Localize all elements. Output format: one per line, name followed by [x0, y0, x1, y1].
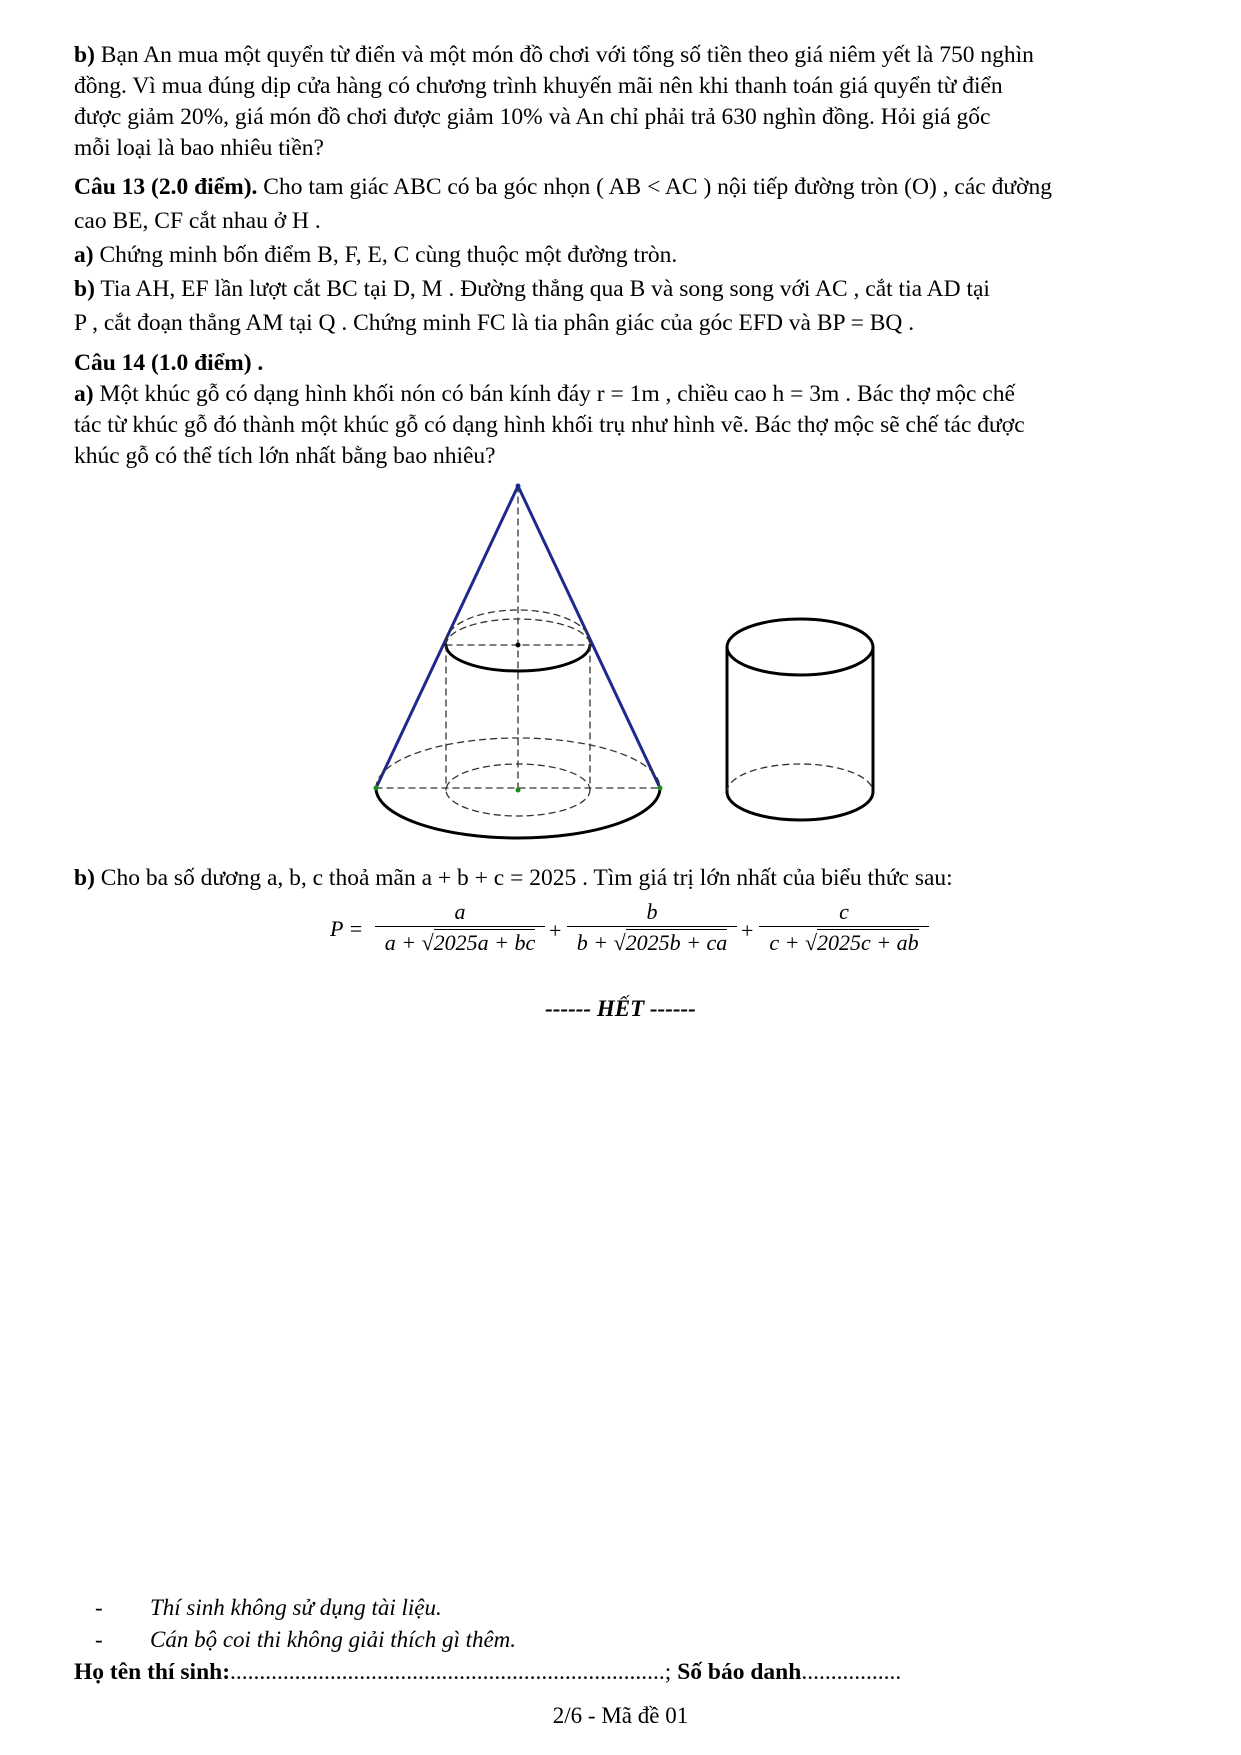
q13a-text: Chứng minh bốn điểm B, F, E, C cùng thuộc một đường tròn.	[99, 242, 678, 268]
candidate-sep: ;	[664, 1659, 672, 1685]
note-1	[95, 1592, 516, 1624]
fraction-1	[375, 898, 545, 957]
plus-2: +	[741, 918, 754, 943]
fraction-3-numerator: c	[839, 899, 849, 924]
q13b-line-1: Tia AH, EF lần lượt cắt BC tại D, M . Đường thẳng qua B và song song với AC , cắt tia AD tại	[100, 276, 990, 302]
cylinder-bottom-back	[727, 764, 873, 792]
fraction-3-den-sqrt: 2025c + ab	[817, 930, 919, 955]
q13-line-2: cao BE, CF cắt nhau ở H .	[74, 208, 321, 234]
q12b-line-1: Bạn An mua một quyển từ điển và một món đồ chơi với tổng số tiền theo giá niêm yết là 750 nghìn	[100, 42, 1034, 68]
end-marker: ------ HẾT ------	[545, 996, 696, 1021]
candidate-name-dots: ..........................................................................	[230, 1659, 665, 1685]
candidate-number-label: Số báo danh	[677, 1659, 802, 1685]
q12b-line-2: đồng. Vì mua đúng dịp cửa hàng có chương trình khuyến mãi nên khi thanh toán giá quyển từ điển	[74, 73, 1003, 99]
q13b-line-2: P , cắt đoạn thẳng AM tại Q . Chứng minh FC là tia phân giác của góc EFD và BP = BQ .	[74, 310, 915, 336]
formula-lhs: P =	[330, 916, 364, 941]
fraction-2-numerator: b	[646, 899, 658, 924]
fraction-2-denominator: b + √2025b + ca	[567, 926, 737, 957]
top-center-point	[516, 643, 521, 648]
fraction-3-denominator: c + √2025c + ab	[759, 926, 929, 957]
fraction-1-numerator: a	[454, 899, 466, 924]
fraction-2-den-a: b +	[576, 930, 609, 955]
exam-notes	[95, 1592, 516, 1656]
candidate-info-line	[74, 1659, 901, 1686]
apex-point	[516, 484, 521, 489]
fraction-2-den-sqrt: 2025b + ca	[625, 930, 728, 955]
q14a-line-2: tác từ khúc gỗ đó thành một khúc gỗ có dạng hình khối trụ như hình vẽ. Bác thợ mộc sẽ chế tác được	[74, 412, 1025, 438]
q13b-label: b)	[74, 276, 95, 302]
q12b-line-4: mỗi loại là bao nhiêu tiền?	[74, 135, 324, 161]
base-center-point	[516, 788, 521, 793]
q14a-line-3: khúc gỗ có thể tích lớn nhất bằng bao nhiêu?	[74, 443, 496, 469]
base-right-point	[658, 786, 663, 791]
fraction-3-den-a: c +	[769, 930, 800, 955]
page-number: 2/6 - Mã đề 01	[552, 1703, 689, 1728]
cone-base-front	[376, 788, 660, 838]
note-2-dash: -	[95, 1627, 103, 1652]
plus-1: +	[549, 918, 562, 943]
q14a-line-1: Một khúc gỗ có dạng hình khối nón có bán kính đáy r = 1m , chiều cao h = 3m . Bác thợ mộc chế	[99, 381, 1015, 407]
q14b-label: b)	[74, 865, 95, 891]
fraction-1-denominator: a + √2025a + bc	[375, 926, 545, 957]
q13a-label: a)	[74, 242, 94, 268]
cylinder-top	[727, 619, 873, 675]
formula-p	[325, 898, 925, 968]
base-left-point	[374, 786, 379, 791]
fraction-1-den-sqrt: 2025a + bc	[433, 930, 536, 955]
note-1-text: Thí sinh không sử dụng tài liệu.	[150, 1595, 442, 1620]
note-2	[95, 1624, 516, 1656]
candidate-name-label: Họ tên thí sinh:	[74, 1659, 231, 1685]
cone-right-edge	[518, 486, 660, 788]
fraction-3	[759, 898, 929, 957]
note-1-dash: -	[95, 1595, 103, 1620]
q12b-line-3: được giảm 20%, giá món đồ chơi được giảm 10% và An chỉ phải trả 630 nghìn đồng. Hỏi giá gốc	[74, 104, 991, 130]
fraction-2	[567, 898, 737, 957]
fraction-1-den-a: a +	[384, 930, 417, 955]
q14a-label: a)	[74, 381, 94, 407]
candidate-number-dots: .................	[801, 1659, 902, 1685]
q14-heading: Câu 14 (1.0 điểm) .	[74, 350, 264, 376]
question-14b	[74, 863, 1174, 894]
q12b-label: b)	[74, 42, 95, 68]
q14b-text: Cho ba số dương a, b, c thoả mãn a + b + c = 2025 . Tìm giá trị lớn nhất của biểu thức sau:	[100, 865, 953, 891]
cylinder-bottom-front	[727, 792, 873, 820]
q13-heading: Câu 13 (2.0 điểm).	[74, 174, 258, 200]
note-2-text: Cán bộ coi thi không giải thích gì thêm.	[150, 1627, 517, 1652]
q13-line-1: Cho tam giác ABC có ba góc nhọn ( AB < AC ) nội tiếp đường tròn (O) , các đường	[263, 174, 1053, 200]
